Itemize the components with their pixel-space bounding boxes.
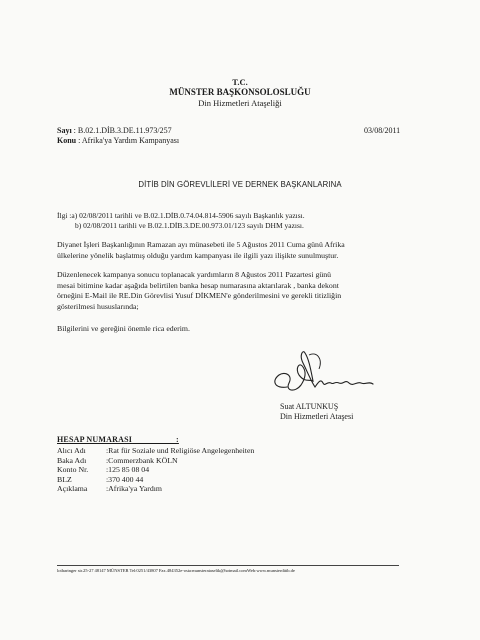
bank-row-label: BLZ	[57, 475, 72, 484]
bank-row-value: :Afrika'ya Yardım	[106, 484, 162, 493]
paragraph-line: gösterilmesi hususlarında;	[57, 301, 139, 311]
bank-row-label: Baka Adı	[57, 456, 87, 465]
bank-row-label: Alıcı Adı	[57, 446, 86, 455]
bank-row-label: Açıklama	[57, 484, 88, 493]
header-department: Din Hizmetleri Ataşeliği	[198, 98, 282, 108]
paragraph-campaign	[57, 240, 414, 261]
footer-contact: lotharinger str.25-27 48147 MÜNSTER Tel:0251/43807 Fax.484352e-osta:munsterataselik@hotmail.comWeb:www.munsterditib.de	[57, 568, 295, 573]
sayi-label: Sayı	[57, 126, 72, 135]
header-tc: T.C.	[232, 77, 248, 87]
bank-account-heading	[57, 435, 179, 444]
bank-row-blz	[57, 475, 143, 484]
reference-number	[57, 126, 172, 135]
paragraph-line: örneğini E-Mail ile RE.Din Görevlisi Yusuf DİKMEN'e gönderilmesini ve gerekli titizliğin	[57, 291, 342, 301]
paragraph-closing	[57, 324, 414, 335]
paragraph-line: Bilgilerini ve gereğini önemle rica ederim.	[57, 324, 190, 333]
bank-row-bank	[57, 456, 178, 465]
signatory-name: Suat ALTUNKUŞ	[280, 402, 339, 411]
reference-a: İlgi :a) 02/08/2011 tarihli ve B.02.1.DİB.0.74.04.814-5906 sayılı Başkanlık yazısı.	[57, 211, 305, 220]
reference-b: b) 02/08/2011 tarihli ve B.02.1.DİB.3.DE.00.973.01/123 sayılı DHM yazısı.	[75, 221, 304, 230]
bank-title-suffix: :	[132, 435, 179, 444]
bank-row-recipient	[57, 446, 254, 455]
handwritten-signature	[265, 345, 385, 403]
bank-row-value: :125 85 08 04	[106, 465, 150, 474]
bank-row-description	[57, 484, 162, 493]
konu-value: : Afrika'ya Yardım Kampanyası	[78, 136, 180, 145]
paragraph-line: mesai bitimine kadar aşağıda belirtilen banka hesap numarasına aktarılarak , banka dekont	[57, 280, 339, 290]
paragraph-instructions	[57, 270, 414, 312]
bank-row-value: :370 400 44	[106, 475, 144, 484]
sayi-value: : B.02.1.DİB.3.DE.11.973/257	[73, 126, 172, 135]
paragraph-line: Düzenlenecek kampanya sonucu toplanacak yardımların 8 Ağustos 2011 Pazartesi günü	[57, 270, 332, 279]
bank-row-label: Konto Nr.	[57, 465, 89, 474]
bank-row-value: :Rat für Soziale und Religiöse Angelegenheiten	[106, 446, 255, 455]
paragraph-line: ülkelerine yönelik başlatmış olduğu yardım kampanyası ile ilgili yazı ilişikte sunulmuştur.	[57, 250, 339, 260]
header-consulate: MÜNSTER BAŞKONSOLOSLUĞU	[169, 87, 311, 97]
paragraph-line: Diyanet İşleri Başkanlığının Ramazan ayı münasebeti ile 5 Ağustos 2011 Cuma günü Afrika	[57, 240, 345, 249]
recipient-heading: DİTİB DİN GÖREVLİLERİ VE DERNEK BAŞKANLARINA	[138, 180, 342, 189]
letter-date: 03/08/2011	[364, 126, 401, 135]
signatory-title: Din Hizmetleri Ataşesi	[280, 412, 354, 421]
subject-line	[57, 136, 179, 145]
bank-row-value: :Commerzbank KÖLN	[106, 456, 178, 465]
bank-title-text: HESAP NUMARASI	[57, 435, 133, 444]
konu-label: Konu	[57, 136, 77, 145]
footer-divider	[57, 565, 399, 566]
bank-row-account	[57, 465, 149, 474]
